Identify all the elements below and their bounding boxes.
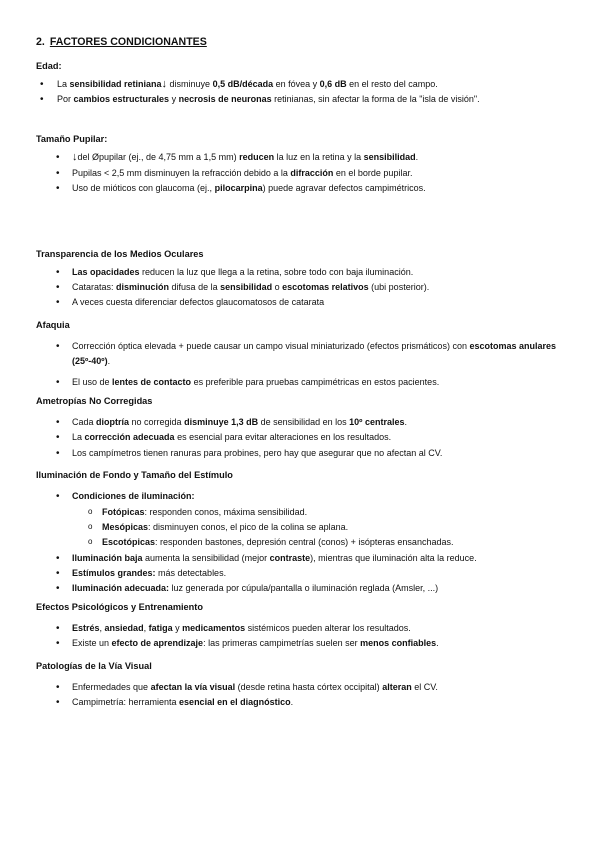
list-item: • La sensibilidad retiniana↓ disminuye 0,5 dB/década en fóvea y 0,6 dB en el resto del campo. bbox=[36, 77, 566, 92]
list-item: • Por cambios estructurales y necrosis de neuronas retinianas, sin afectar la forma de la "isla de visión". bbox=[36, 92, 566, 107]
heading-edad: Edad: bbox=[36, 61, 62, 71]
list-pupilar bbox=[36, 150, 566, 196]
list-patologias bbox=[36, 680, 566, 710]
list-item: • Estrés, ansiedad, fatiga y medicamentos sistémicos pueden alterar los resultados. bbox=[36, 621, 566, 636]
list-edad bbox=[36, 77, 566, 107]
section-title-text: FACTORES CONDICIONANTES bbox=[49, 36, 207, 48]
list-item: • Uso de mióticos con glaucoma (ej., pilocarpina) puede agravar defectos campimétricos. bbox=[36, 181, 566, 196]
list-ametropias bbox=[36, 415, 566, 461]
list-iluminacion bbox=[36, 489, 566, 596]
heading-ametropias: Ametropías No Corregidas bbox=[36, 396, 153, 407]
section-number: 2. bbox=[36, 36, 45, 48]
sublist-item: o Escotópicas: responden bastones, depresión central (conos) + isópteras ensanchadas. bbox=[72, 535, 566, 550]
list-item: • Enfermedades que afectan la vía visual (desde retina hasta córtex occipital) alteran el CV. bbox=[36, 680, 566, 695]
list-item: • Condiciones de iluminación: o Fotópicas: responden conos, máxima sensibilidad. o Mesópicas: disminuyen conos, el pico de la colina se aplana. o Escotópicas: responden bastones, depresión central (conos) + isópteras ensanchadas. bbox=[36, 489, 566, 551]
heading-transparencia: Transparencia de los Medios Oculares bbox=[36, 249, 204, 260]
list-item: • Los campímetros tienen ranuras para probines, pero hay que asegurar que no afectan al CV. bbox=[36, 446, 566, 461]
sublist-iluminacion bbox=[72, 505, 566, 551]
list-item: • Cada dioptría no corregida disminuye 1,3 dB de sensibilidad en los 10º centrales. bbox=[36, 415, 566, 430]
list-item: • A veces cuesta diferenciar defectos glaucomatosos de catarata bbox=[36, 295, 566, 310]
list-transparencia bbox=[36, 265, 566, 311]
sublist-item: o Fotópicas: responden conos, máxima sensibilidad. bbox=[72, 505, 566, 520]
list-afaquia bbox=[36, 339, 566, 391]
list-item: • Las opacidades reducen la luz que llega a la retina, sobre todo con baja iluminación. bbox=[36, 265, 566, 280]
list-item: • Corrección óptica elevada + puede causar un campo visual miniaturizado (efectos prismáticos) con escotomas anulares (25º-40º). bbox=[36, 339, 566, 369]
list-item: • Existe un efecto de aprendizaje: las primeras campimetrías suelen ser menos confiables. bbox=[36, 636, 566, 651]
list-item: • Estímulos grandes: más detectables. bbox=[36, 566, 566, 581]
section-title bbox=[36, 36, 566, 48]
list-psicologicos bbox=[36, 621, 566, 651]
list-item: • Iluminación baja aumenta la sensibilidad (mejor contraste), mientras que iluminación alta la reduce. bbox=[36, 551, 566, 566]
arrow-down-icon: ↓ bbox=[161, 78, 168, 90]
list-item: • La corrección adecuada es esencial para evitar alteraciones en los resultados. bbox=[36, 430, 566, 445]
heading-afaquia: Afaquia bbox=[36, 319, 70, 330]
heading-psicologicos: Efectos Psicológicos y Entrenamiento bbox=[36, 602, 203, 613]
list-item: • Campimetría: herramienta esencial en el diagnóstico. bbox=[36, 695, 566, 710]
document-page bbox=[36, 36, 566, 710]
sublist-item: o Mesópicas: disminuyen conos, el pico de la colina se aplana. bbox=[72, 520, 566, 535]
heading-iluminacion: Iluminación de Fondo y Tamaño del Estímulo bbox=[36, 469, 233, 480]
list-item: • Cataratas: disminución difusa de la sensibilidad o escotomas relativos (ubi posterior). bbox=[36, 280, 566, 295]
heading-pupilar: Tamaño Pupilar: bbox=[36, 134, 108, 145]
list-item: • ↓del Øpupilar (ej., de 4,75 mm a 1,5 mm) reducen la luz en la retina y la sensibilidad. bbox=[36, 150, 566, 165]
list-item: • El uso de lentes de contacto es preferible para pruebas campimétricas en estos pacientes. bbox=[36, 375, 566, 390]
arrow-down-icon: ↓ bbox=[72, 151, 78, 164]
heading-patologias: Patologías de la Vía Visual bbox=[36, 660, 152, 671]
list-item: • Pupilas < 2,5 mm disminuyen la refracción debido a la difracción en el borde pupilar. bbox=[36, 166, 566, 181]
list-item: • Iluminación adecuada: luz generada por cúpula/pantalla o iluminación reglada (Amsler, ...) bbox=[36, 581, 566, 596]
